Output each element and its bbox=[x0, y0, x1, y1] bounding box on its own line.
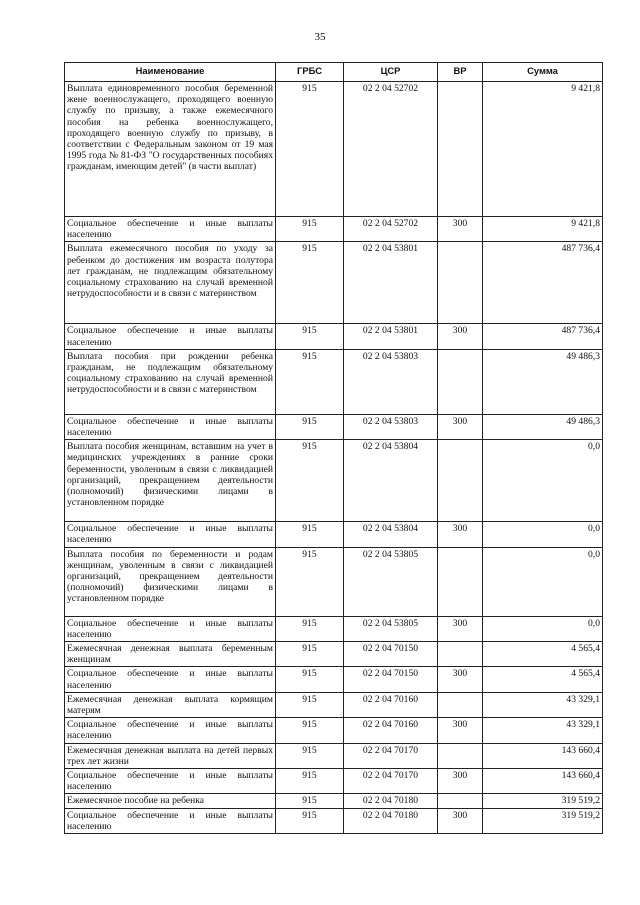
row-vr-cell: 300 bbox=[438, 769, 483, 794]
row-grbs-cell: 915 bbox=[276, 547, 344, 616]
row-grbs-cell: 915 bbox=[276, 217, 344, 242]
row-name-cell: Социальное обеспечение и иные выплаты населению bbox=[65, 808, 276, 833]
row-name-cell: Выплата пособия по беременности и родам женщинам, уволенным в связи с ликвидацией организаций, прекращением деятельности (полномочий) физическими лицами в установленном порядке bbox=[65, 547, 276, 616]
table-row bbox=[65, 808, 603, 833]
row-grbs-cell: 915 bbox=[276, 522, 344, 547]
row-name-cell: Социальное обеспечение и иные выплаты населению bbox=[65, 616, 276, 641]
row-name-cell: Выплата единовременного пособия беременной жене военнослужащего, проходящего военную службу по призыву, а также ежемесячного пособия на ребенка военнослужащего, проходящего военную службу по призыву, в соответствии с Федеральным законом от 19 мая 1995 года № 81-ФЗ "О государственных пособиях гражданам, имеющим детей" (в части выплат) bbox=[65, 82, 276, 217]
row-name-cell: Социальное обеспечение и иные выплаты населению bbox=[65, 718, 276, 743]
row-vr-cell: 300 bbox=[438, 616, 483, 641]
row-csr-cell: 02 2 04 53801 bbox=[344, 242, 438, 324]
row-vr-cell: 300 bbox=[438, 718, 483, 743]
row-csr-cell: 02 2 04 53801 bbox=[344, 324, 438, 349]
table-header-row bbox=[65, 63, 603, 82]
table-row bbox=[65, 349, 603, 414]
column-header-grbs: ГРБС bbox=[276, 63, 344, 82]
table-row bbox=[65, 616, 603, 641]
row-name-cell: Социальное обеспечение и иные выплаты населению bbox=[65, 324, 276, 349]
table-body bbox=[65, 82, 603, 834]
row-grbs-cell: 915 bbox=[276, 414, 344, 439]
row-grbs-cell: 915 bbox=[276, 642, 344, 667]
row-name-cell: Выплата ежемесячного пособия по уходу за ребенком до достижения им возраста полутора лет гражданам, не подлежащим обязательному социальному страхованию на случай временной нетрудоспособности и в связи с материнством bbox=[65, 242, 276, 324]
table-row bbox=[65, 794, 603, 808]
row-csr-cell: 02 2 04 52702 bbox=[344, 217, 438, 242]
row-csr-cell: 02 2 04 70180 bbox=[344, 794, 438, 808]
row-name-cell: Ежемесячная денежная выплата беременным женщинам bbox=[65, 642, 276, 667]
row-sum-cell: 487 736,4 bbox=[483, 324, 603, 349]
row-csr-cell: 02 2 04 70170 bbox=[344, 769, 438, 794]
row-name-cell: Ежемесячная денежная выплата кормящим матерям bbox=[65, 692, 276, 717]
row-vr-cell: 300 bbox=[438, 667, 483, 692]
budget-table bbox=[64, 62, 603, 834]
row-sum-cell: 43 329,1 bbox=[483, 692, 603, 717]
row-sum-cell: 487 736,4 bbox=[483, 242, 603, 324]
row-csr-cell: 02 2 04 53804 bbox=[344, 440, 438, 522]
table-row bbox=[65, 743, 603, 768]
table-row bbox=[65, 692, 603, 717]
row-sum-cell: 0,0 bbox=[483, 547, 603, 616]
row-sum-cell: 143 660,4 bbox=[483, 769, 603, 794]
row-sum-cell: 43 329,1 bbox=[483, 718, 603, 743]
row-name-cell: Выплата пособия при рождении ребенка гражданам, не подлежащим обязательному социальному страхованию на случай временной нетрудоспособности и в связи с материнством bbox=[65, 349, 276, 414]
row-csr-cell: 02 2 04 70180 bbox=[344, 808, 438, 833]
row-csr-cell: 02 2 04 53803 bbox=[344, 414, 438, 439]
row-grbs-cell: 915 bbox=[276, 794, 344, 808]
row-vr-cell bbox=[438, 692, 483, 717]
table-row bbox=[65, 324, 603, 349]
row-sum-cell: 9 421,8 bbox=[483, 82, 603, 217]
row-vr-cell bbox=[438, 349, 483, 414]
row-vr-cell bbox=[438, 440, 483, 522]
row-csr-cell: 02 2 04 52702 bbox=[344, 82, 438, 217]
row-grbs-cell: 915 bbox=[276, 616, 344, 641]
row-csr-cell: 02 2 04 70150 bbox=[344, 667, 438, 692]
row-vr-cell bbox=[438, 82, 483, 217]
row-name-cell: Социальное обеспечение и иные выплаты населению bbox=[65, 522, 276, 547]
row-vr-cell: 300 bbox=[438, 808, 483, 833]
row-vr-cell: 300 bbox=[438, 414, 483, 439]
row-name-cell: Социальное обеспечение и иные выплаты населению bbox=[65, 217, 276, 242]
column-header-name: Наименование bbox=[65, 63, 276, 82]
row-sum-cell: 319 519,2 bbox=[483, 794, 603, 808]
table-row bbox=[65, 414, 603, 439]
row-grbs-cell: 915 bbox=[276, 324, 344, 349]
row-sum-cell: 49 486,3 bbox=[483, 349, 603, 414]
row-sum-cell: 143 660,4 bbox=[483, 743, 603, 768]
page-number: 35 bbox=[314, 31, 326, 43]
row-sum-cell: 49 486,3 bbox=[483, 414, 603, 439]
row-vr-cell bbox=[438, 242, 483, 324]
row-grbs-cell: 915 bbox=[276, 808, 344, 833]
row-grbs-cell: 915 bbox=[276, 743, 344, 768]
table-row bbox=[65, 82, 603, 217]
column-header-sum: Сумма bbox=[483, 63, 603, 82]
row-sum-cell: 4 565,4 bbox=[483, 667, 603, 692]
table-row bbox=[65, 547, 603, 616]
row-sum-cell: 0,0 bbox=[483, 616, 603, 641]
row-sum-cell: 319 519,2 bbox=[483, 808, 603, 833]
table-row bbox=[65, 522, 603, 547]
row-sum-cell: 4 565,4 bbox=[483, 642, 603, 667]
row-name-cell: Социальное обеспечение и иные выплаты населению bbox=[65, 667, 276, 692]
row-sum-cell: 0,0 bbox=[483, 522, 603, 547]
row-grbs-cell: 915 bbox=[276, 667, 344, 692]
row-name-cell: Выплата пособия женщинам, вставшим на учет в медицинских учреждениях в ранние сроки беременности, уволенным в связи с ликвидацией организаций, прекращением деятельности (полномочий) физическими лицами в установленном порядке bbox=[65, 440, 276, 522]
row-csr-cell: 02 2 04 53805 bbox=[344, 547, 438, 616]
row-vr-cell: 300 bbox=[438, 522, 483, 547]
row-name-cell: Социальное обеспечение и иные выплаты населению bbox=[65, 414, 276, 439]
row-grbs-cell: 915 bbox=[276, 440, 344, 522]
row-vr-cell bbox=[438, 547, 483, 616]
row-vr-cell: 300 bbox=[438, 217, 483, 242]
column-header-vr: ВР bbox=[438, 63, 483, 82]
table-row bbox=[65, 642, 603, 667]
table-row bbox=[65, 242, 603, 324]
row-grbs-cell: 915 bbox=[276, 692, 344, 717]
table-row bbox=[65, 440, 603, 522]
row-csr-cell: 02 2 04 70160 bbox=[344, 718, 438, 743]
table-row bbox=[65, 769, 603, 794]
table-row bbox=[65, 667, 603, 692]
column-header-csr: ЦСР bbox=[344, 63, 438, 82]
row-vr-cell bbox=[438, 794, 483, 808]
row-grbs-cell: 915 bbox=[276, 242, 344, 324]
row-grbs-cell: 915 bbox=[276, 718, 344, 743]
row-vr-cell: 300 bbox=[438, 324, 483, 349]
row-csr-cell: 02 2 04 53804 bbox=[344, 522, 438, 547]
row-csr-cell: 02 2 04 70170 bbox=[344, 743, 438, 768]
row-name-cell: Социальное обеспечение и иные выплаты населению bbox=[65, 769, 276, 794]
row-grbs-cell: 915 bbox=[276, 82, 344, 217]
row-vr-cell bbox=[438, 743, 483, 768]
row-name-cell: Ежемесячное пособие на ребенка bbox=[65, 794, 276, 808]
table-row bbox=[65, 217, 603, 242]
row-csr-cell: 02 2 04 70160 bbox=[344, 692, 438, 717]
row-name-cell: Ежемесячная денежная выплата на детей первых трех лет жизни bbox=[65, 743, 276, 768]
row-sum-cell: 9 421,8 bbox=[483, 217, 603, 242]
row-vr-cell bbox=[438, 642, 483, 667]
row-csr-cell: 02 2 04 70150 bbox=[344, 642, 438, 667]
row-grbs-cell: 915 bbox=[276, 349, 344, 414]
row-grbs-cell: 915 bbox=[276, 769, 344, 794]
row-sum-cell: 0,0 bbox=[483, 440, 603, 522]
row-csr-cell: 02 2 04 53805 bbox=[344, 616, 438, 641]
row-csr-cell: 02 2 04 53803 bbox=[344, 349, 438, 414]
table-row bbox=[65, 718, 603, 743]
